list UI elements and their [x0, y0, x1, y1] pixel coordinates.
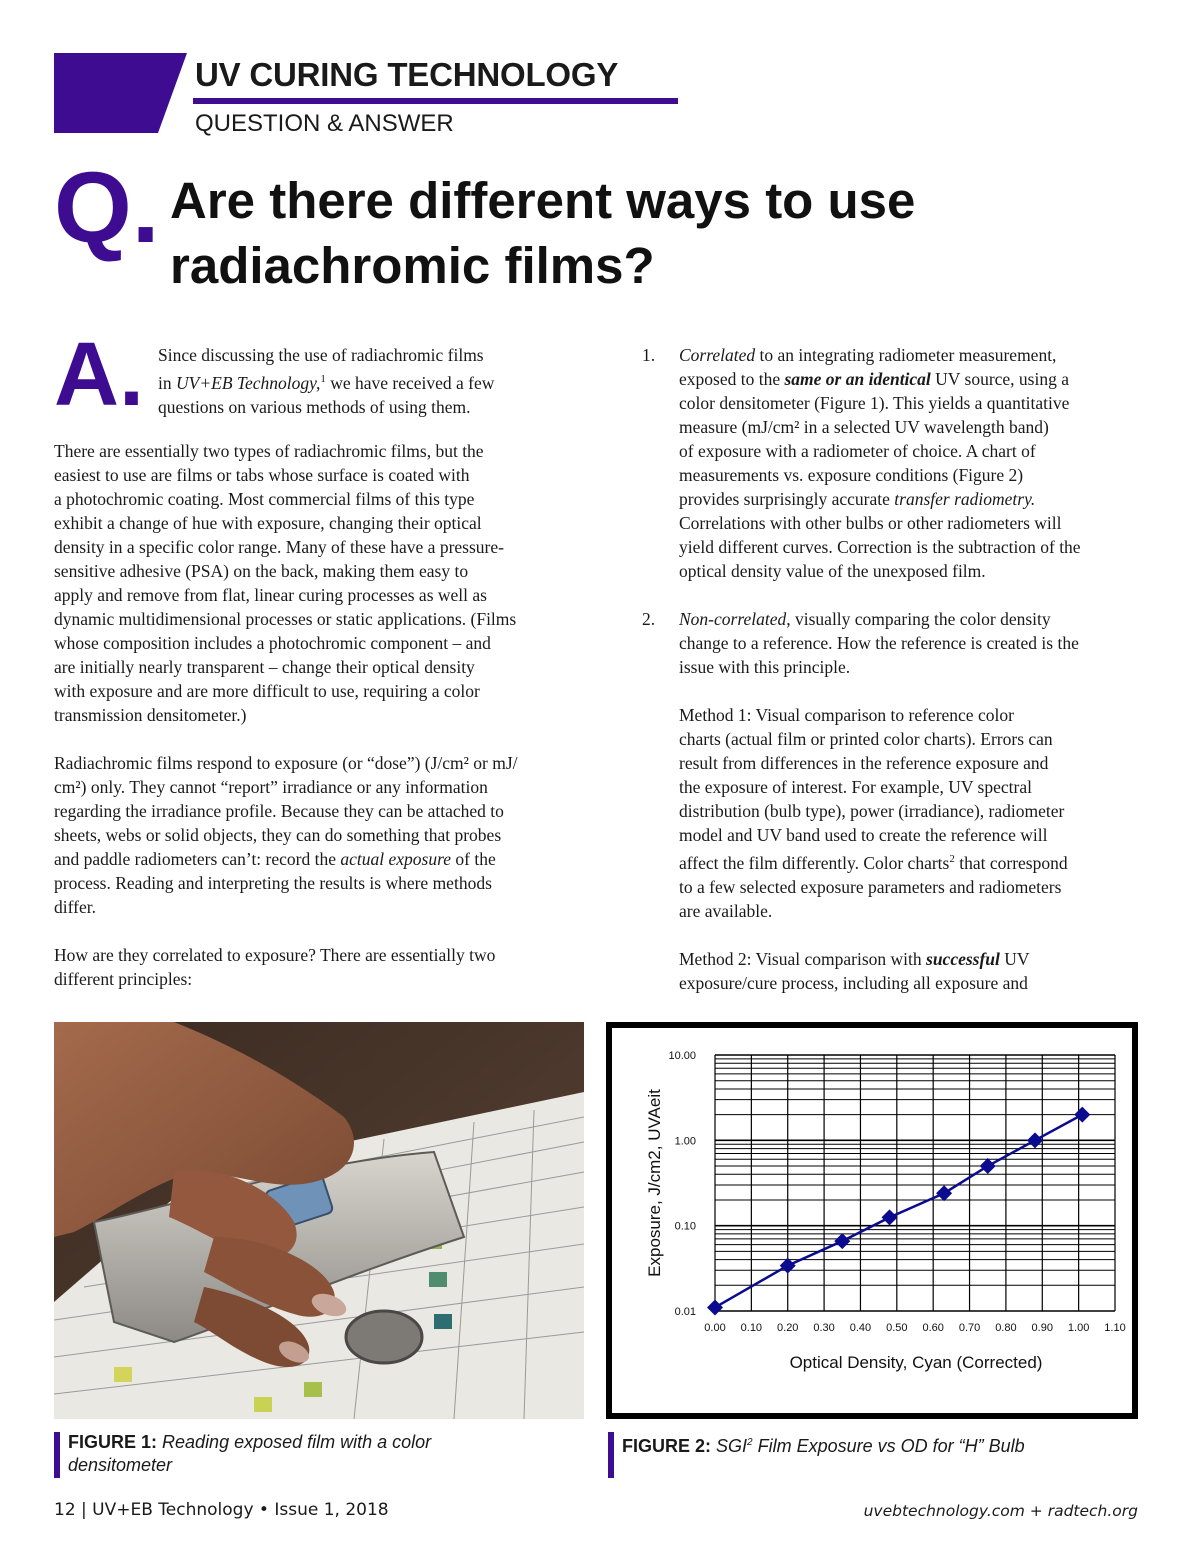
text-line: exposure/cure process, including all exposure and: [679, 972, 1028, 993]
text-line: color densitometer (Figure 1). This yields a quantitative: [679, 393, 1070, 413]
text-line: differ.: [54, 897, 96, 917]
text-line: different principles:: [54, 969, 193, 989]
text-line: yield different curves. Correction is the subtraction of the: [679, 537, 1081, 557]
left-column: [54, 439, 518, 991]
x-tick-label: 0.80: [995, 1322, 1017, 1334]
list-number: 2.: [642, 609, 656, 629]
y-tick-label: 0.10: [674, 1220, 696, 1233]
text-line: Correlations with other bulbs or other radiometers will: [679, 513, 1062, 533]
text-line: apply and remove from flat, linear curing processes as well as: [54, 585, 487, 605]
text-line: process. Reading and interpreting the results is where methods: [54, 873, 492, 893]
data-point: [834, 1233, 850, 1249]
text-line: exhibit a change of hue with exposure, changing their optical: [54, 513, 482, 533]
text-line: with exposure and are more difficult to use, requiring a color: [54, 681, 480, 701]
caption-bar: [608, 1432, 614, 1478]
x-tick-label: 0.60: [922, 1322, 944, 1334]
text-line: sheets, webs or solid objects, they can do something that probes: [54, 825, 502, 845]
x-tick-label: 0.40: [849, 1322, 872, 1334]
x-tick-label: 1.10: [1104, 1322, 1126, 1334]
x-tick-label: 1.00: [1067, 1322, 1090, 1334]
text-line: a photochromic coating. Most commercial films of this type: [54, 489, 475, 509]
text-line: of exposure with a radiometer of choice. A chart of: [679, 441, 1036, 461]
y-tick-label: 0.01: [674, 1306, 696, 1318]
x-tick-label: 0.90: [1031, 1322, 1053, 1334]
figure1-caption: FIGURE 1: Reading exposed film with a color densitometer: [68, 1432, 432, 1475]
text-line: regarding the irradiance profile. Because they can be attached to: [54, 801, 504, 821]
text-line: Radiachromic films respond to exposure (or “dose”) (J/cm² or mJ/: [54, 753, 518, 773]
text-line: and paddle radiometers can’t: record the actual exposure of the: [54, 849, 496, 869]
chart-area: [612, 1028, 1132, 1413]
list-number: 1.: [642, 345, 656, 365]
question-marker: Q.: [54, 152, 160, 264]
method-2: [642, 947, 1081, 995]
data-point: [882, 1209, 898, 1225]
method-1: [642, 703, 1081, 923]
footer-issue: 12 | UV+EB Technology • Issue 1, 2018: [54, 1500, 389, 1520]
x-tick-label: 0.10: [740, 1322, 763, 1334]
caption-bar: [54, 1432, 60, 1478]
figure1-label: FIGURE 1:: [68, 1432, 158, 1452]
text-line: are initially nearly transparent – change their optical density: [54, 657, 475, 677]
data-point: [707, 1299, 723, 1315]
header-accent-block: [54, 53, 187, 133]
text-line: result from differences in the reference exposure and: [679, 753, 1049, 773]
text-line: 2. Non-correlated, visually comparing the color density: [642, 609, 1051, 629]
data-point: [1027, 1132, 1043, 1148]
data-point: [936, 1185, 952, 1201]
text-line: to a few selected exposure parameters and radiometers: [679, 876, 1062, 897]
x-tick-label: 0.70: [958, 1322, 981, 1334]
text-line: easiest to use are films or tabs whose surface is coated with: [54, 465, 470, 485]
text-line: sensitive adhesive (PSA) on the back, making them easy to: [54, 561, 469, 581]
x-tick-label: 0.50: [886, 1322, 908, 1334]
paragraph-exposure: [54, 751, 518, 919]
text-line: affect the film differently. Color charts$^2$ that correspond: [679, 852, 1068, 873]
text-line: distribution (bulb type), power (irradiance), radiometer: [679, 801, 1065, 821]
chart-frame: [606, 1022, 1138, 1419]
text-line: transmission densitometer.): [54, 705, 247, 725]
text-line: whose composition includes a photochromic component – and: [54, 633, 491, 653]
text-line: cm²) only. They cannot “report” irradiance or any information: [54, 777, 488, 797]
y-tick-label: 1.00: [674, 1135, 696, 1148]
x-tick-label: 0.30: [813, 1322, 835, 1334]
figure2-caption: FIGURE 2: SGI$^2$ Film Exposure vs OD for “H” Bulb: [622, 1436, 1025, 1456]
text-line: density in a specific color range. Many of these have a pressure-: [54, 537, 504, 557]
question-line: radiachromic films?: [170, 237, 655, 294]
text-line: dynamic multidimensional processes or static applications. (Films: [54, 609, 517, 629]
text-line: questions on various methods of using them.: [158, 396, 471, 417]
text-line: measure (mJ/cm² in a selected UV wavelength band): [679, 417, 1049, 437]
x-tick-label: 0.00: [704, 1322, 726, 1334]
header-rule: [193, 98, 678, 104]
text-line: How are they correlated to exposure? There are essentially two: [54, 945, 496, 965]
question-line: Are there different ways to use: [170, 172, 916, 229]
list-item-correlated: [642, 343, 1081, 583]
text-line: Method 1: Visual comparison to reference color: [679, 705, 1014, 725]
text-line: measurements vs. exposure conditions (Figure 2): [679, 465, 1024, 485]
x-tick-label: 0.20: [777, 1322, 799, 1334]
text-line: change to a reference. How the reference is created is the: [679, 633, 1079, 653]
text-line: optical density value of the unexposed film.: [679, 561, 986, 581]
footer-websites: uvebtechnology.com + radtech.org: [863, 1502, 1138, 1520]
text-line: 1. Correlated to an integrating radiometer measurement,: [642, 345, 1057, 365]
section-subtitle: QUESTION & ANSWER: [195, 110, 454, 137]
densitometer-photo: [54, 1022, 584, 1419]
y-axis-label: Exposure, J/cm2, UVAeit: [645, 1089, 664, 1277]
section-title: UV CURING TECHNOLOGY: [195, 56, 619, 93]
text-line: charts (actual film or printed color charts). Errors can: [679, 729, 1053, 749]
paragraph-principles: [54, 943, 518, 991]
text-line: Method 2: Visual comparison with successful UV: [679, 948, 1030, 969]
data-point: [1074, 1107, 1090, 1123]
paragraph-film-types: [54, 439, 518, 727]
text-line: exposed to the same or an identical UV source, using a: [679, 369, 1069, 389]
exposure-vs-od-chart: [612, 1028, 1132, 1413]
list-item-non-correlated: [642, 607, 1081, 679]
y-tick-label: 10.00: [668, 1050, 696, 1062]
answer-marker: A.: [54, 325, 144, 425]
x-axis-label: Optical Density, Cyan (Corrected): [789, 1353, 1043, 1372]
text-line: model and UV band used to create the reference will: [679, 825, 1048, 845]
text-line: issue with this principle.: [679, 657, 851, 677]
right-column: [642, 343, 1081, 995]
text-line: There are essentially two types of radiachromic films, but the: [54, 441, 484, 461]
text-line: provides surprisingly accurate transfer radiometry.: [679, 489, 1036, 509]
text-line: in UV+EB Technology,$^1$ we have received a few: [158, 372, 495, 393]
answer-intro: [158, 343, 494, 419]
text-line: Since discussing the use of radiachromic films: [158, 345, 484, 365]
text-line: are available.: [679, 900, 773, 921]
question-heading: [170, 168, 1130, 298]
series-line: [715, 1115, 1082, 1308]
figure2-label: FIGURE 2:: [622, 1436, 712, 1456]
text-line: the exposure of interest. For example, UV spectral: [679, 777, 1032, 797]
data-point: [980, 1158, 996, 1174]
